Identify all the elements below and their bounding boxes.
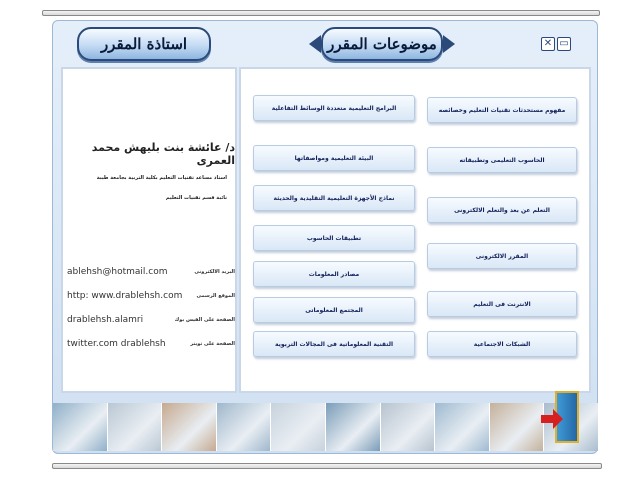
contact-website[interactable] xyxy=(67,291,235,301)
banner-photo xyxy=(435,403,490,451)
photo-strip xyxy=(53,403,599,451)
banner-photo xyxy=(53,403,108,451)
topic-button[interactable]: تطبيقات الحاسوب xyxy=(253,225,415,251)
banner-photo xyxy=(162,403,217,451)
teacher-title: استاذ مساعد تقنيات التعليم بكلية التربية بجامعة طيبة xyxy=(96,175,227,181)
close-icon[interactable]: ✕ xyxy=(541,37,555,51)
topic-button[interactable]: البيئة التعليمية ومواصفاتها xyxy=(253,145,415,171)
banner-photo xyxy=(381,403,436,451)
banner-photo xyxy=(490,403,545,451)
tab-course-teacher[interactable]: استاذة المقرر xyxy=(77,27,211,61)
topic-button[interactable]: نماذج الأجهزة التعليمية التقليدية والحديثة xyxy=(253,185,415,211)
topic-button[interactable]: الانترنت فى التعليم xyxy=(427,291,577,317)
window-controls xyxy=(541,37,571,51)
contact-value[interactable]: drablehsh.alamri xyxy=(67,315,144,325)
topic-button[interactable]: الشبكات الاجتماعية xyxy=(427,331,577,357)
tab-course-topics[interactable]: موضوعات المقرر xyxy=(321,27,443,61)
contact-label: البريد الالكترونى xyxy=(194,269,235,275)
topic-button[interactable]: مفهوم مستحدثات تقنيات التعليم وخصائصه xyxy=(427,97,577,123)
contact-value[interactable]: http: www.drablehsh.com xyxy=(67,291,183,301)
banner-photo xyxy=(108,403,163,451)
topic-button[interactable]: المجتمع المعلوماتى xyxy=(253,297,415,323)
top-scrollbar[interactable] xyxy=(42,10,600,16)
contact-value[interactable]: ablehsh@hotmail.com xyxy=(67,267,168,277)
banner-photo xyxy=(326,403,381,451)
banner-photo xyxy=(271,403,326,451)
main-window xyxy=(52,20,598,454)
topics-panel xyxy=(239,67,591,393)
teacher-name: د/ عائشة بنت بليهش محمد العمرى xyxy=(91,141,235,167)
contact-label: الصفحة على تويتر xyxy=(190,341,235,347)
topic-button[interactable]: التعلم عن بعد والتعلم الالكترونى xyxy=(427,197,577,223)
topic-button[interactable]: المقرر الالكترونى xyxy=(427,243,577,269)
topic-button[interactable]: التقنية المعلوماتية فى المجالات التربوية xyxy=(253,331,415,357)
banner-photo xyxy=(217,403,272,451)
topic-button[interactable]: مصادر المعلومات xyxy=(253,261,415,287)
contact-label: الموقع الرسمى xyxy=(196,293,235,299)
bottom-scrollbar[interactable] xyxy=(52,463,602,469)
contact-twitter[interactable] xyxy=(67,339,235,349)
arrow-right-icon xyxy=(541,415,555,423)
topic-button[interactable]: البرامج التعليمية متعددة الوسائط التفاعلية xyxy=(253,95,415,121)
contact-value[interactable]: twitter.com drablehsh xyxy=(67,339,166,349)
teacher-panel xyxy=(61,67,237,393)
contact-label: الصفحة على الفيس بوك xyxy=(174,317,235,323)
exit-button[interactable] xyxy=(541,391,581,449)
teacher-role: نائبة قسم تقنيات التعليم xyxy=(165,195,227,201)
topic-button[interactable]: الحاسوب التعليمى وتطبيقاته xyxy=(427,147,577,173)
minimize-icon[interactable]: ▭ xyxy=(557,37,571,51)
contact-email[interactable] xyxy=(67,267,235,277)
contact-facebook[interactable] xyxy=(67,315,235,325)
